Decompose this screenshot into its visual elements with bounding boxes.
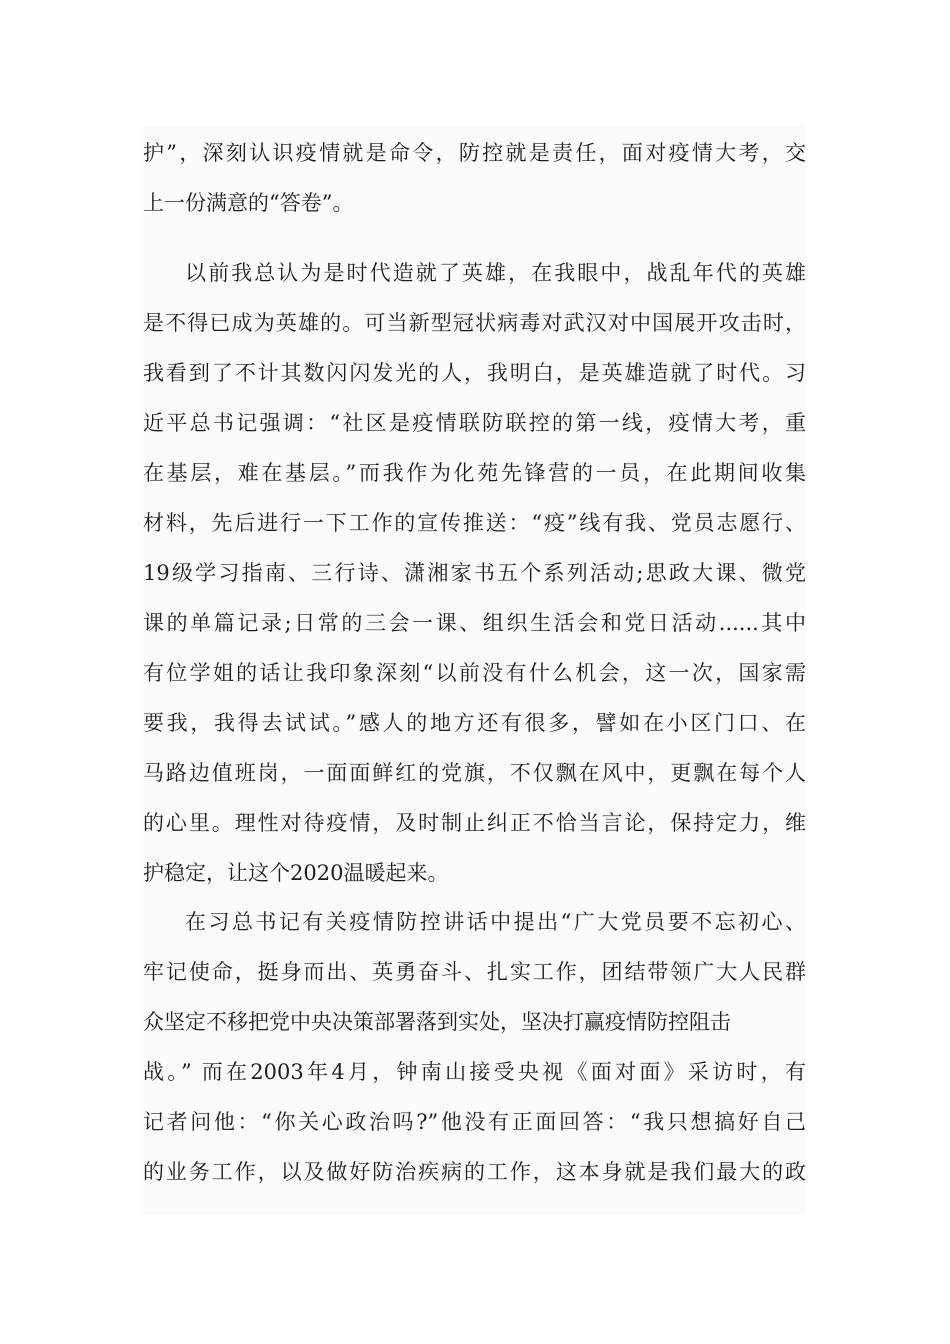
document-page-body bbox=[143, 125, 806, 1215]
paragraph-1 bbox=[143, 128, 806, 228]
text-line: 材料，先后进行一下工作的宣传推送：“疫”线有我、党员志愿行、 bbox=[143, 511, 806, 535]
text-line: 战。” 而在2003年4月，钟南山接受央视《面对面》采访时，有 bbox=[143, 1060, 806, 1084]
text-line: 护”，深刻认识疫情就是命令，防控就是责任，面对疫情大考，交 bbox=[143, 141, 806, 165]
text-line: 在习总书记有关疫情防控讲话中提出“广大党员要不忘初心、 bbox=[185, 910, 806, 934]
text-line: 的业务工作，以及做好防治疾病的工作，这本身就是我们最大的政 bbox=[143, 1160, 806, 1184]
text-line: 在基层，难在基层。”而我作为化苑先锋营的一员，在此期间收集 bbox=[143, 461, 806, 485]
paragraph-2 bbox=[143, 248, 806, 898]
text-line: 我看到了不计其数闪闪发光的人，我明白，是英雄造就了时代。习 bbox=[143, 361, 806, 385]
text-line: 课的单篇记录;日常的三会一课、组织生活会和党日活动......其中 bbox=[143, 611, 806, 635]
text-line: 是不得已成为英雄的。可当新型冠状病毒对武汉对中国展开攻击时， bbox=[143, 311, 806, 335]
text-line: 记者问他：“你关心政治吗?”他没有正面回答：“我只想搞好自己 bbox=[143, 1110, 806, 1134]
paragraph-3 bbox=[143, 897, 806, 1197]
text-line: 牢记使命，挺身而出、英勇奋斗、扎实工作，团结带领广大人民群 bbox=[143, 960, 806, 984]
text-line: 上一份满意的“答卷”。 bbox=[143, 191, 354, 215]
text-line: 的心里。理性对待疫情，及时制止纠正不恰当言论，保持定力，维 bbox=[143, 811, 806, 835]
text-line: 马路边值班岗，一面面鲜红的党旗，不仅飘在风中，更飘在每个人 bbox=[143, 761, 806, 785]
text-line: 19级学习指南、三行诗、潇湘家书五个系列活动;思政大课、微党 bbox=[143, 561, 806, 585]
text-line: 有位学姐的话让我印象深刻“以前没有什么机会，这一次，国家需 bbox=[143, 661, 806, 685]
text-line: 护稳定，让这个2020温暖起来。 bbox=[143, 861, 449, 885]
text-line: 要我，我得去试试。”感人的地方还有很多，譬如在小区门口、在 bbox=[143, 711, 806, 735]
text-line: 众坚定不移把党中央决策部署落到实处，坚决打赢疫情防控阻击 bbox=[143, 1010, 731, 1034]
text-line: 以前我总认为是时代造就了英雄，在我眼中，战乱年代的英雄 bbox=[185, 261, 806, 285]
text-line: 近平总书记强调：“社区是疫情联防联控的第一线，疫情大考，重 bbox=[143, 411, 806, 435]
